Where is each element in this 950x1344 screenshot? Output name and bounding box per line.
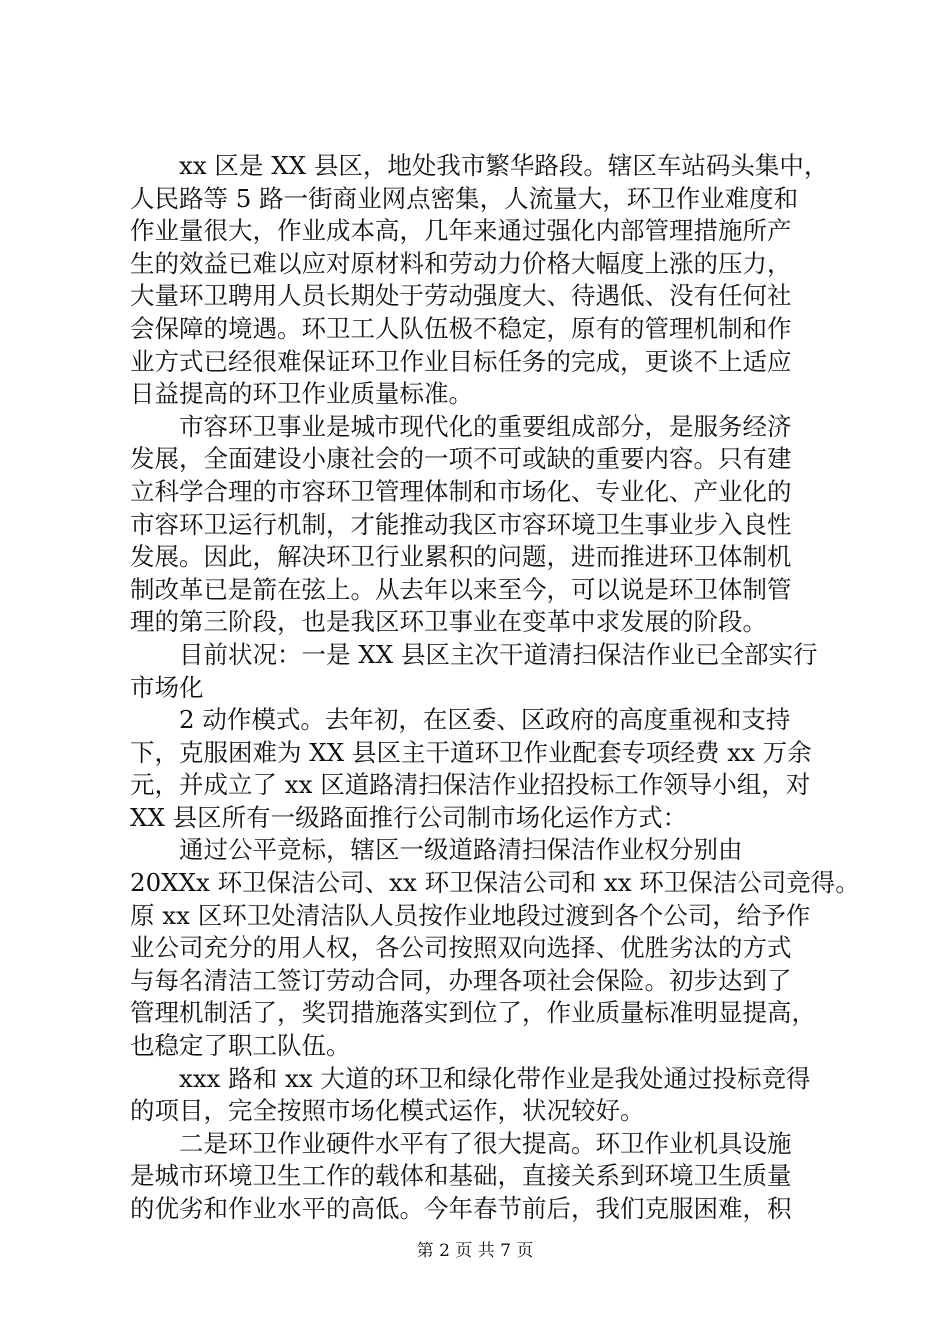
body-text-line: 目前状况：一是 XX 县区主次干道清扫保洁作业已全部实行 — [130, 639, 818, 669]
body-text-line: 业方式已经很难保证环卫作业目标任务的完成，更谈不上适应 — [130, 346, 792, 376]
body-text-line: 立科学合理的市容环卫管理体制和市场化、专业化、产业化的 — [130, 476, 792, 506]
body-text-line: 2 动作模式。去年初，在区委、区政府的高度重视和支持 — [130, 705, 791, 735]
body-text-line: 是城市环境卫生工作的载体和基础，直接关系到环境卫生质量 — [130, 1161, 792, 1191]
document-body — [130, 150, 860, 1226]
body-text-line: 生的效益已难以应对原材料和劳动力价格大幅度上涨的压力， — [130, 248, 792, 278]
body-text-line: 二是环卫作业硬件水平有了很大提高。环卫作业机具设施 — [130, 1128, 792, 1158]
body-text-line: 元，并成立了 xx 区道路清扫保洁作业招投标工作领导小组，对 — [130, 770, 811, 800]
body-text-line: 人民路等 5 路一街商业网点密集，人流量大，环卫作业难度和 — [130, 183, 799, 213]
body-text-line: 理的第三阶段，也是我区环卫事业在变革中求发展的阶段。 — [130, 607, 767, 637]
body-text-line: 市场化 — [130, 672, 204, 702]
body-text-line: 市容环卫事业是城市现代化的重要组成部分，是服务经济 — [130, 411, 792, 441]
body-text-line: 大量环卫聘用人员长期处于劳动强度大、待遇低、没有任何社 — [130, 281, 792, 311]
body-text-line: 管理机制活了，奖罚措施落实到位了，作业质量标准明显提高， — [130, 998, 816, 1028]
body-text-line: 制改革已是箭在弦上。从去年以来至今，可以说是环卫体制管 — [130, 574, 792, 604]
body-text-line: xxx 路和 xx 大道的环卫和绿化带作业是我处通过投标竞得 — [130, 1063, 811, 1093]
body-text-line: 会保障的境遇。环卫工人队伍极不稳定，原有的管理机制和作 — [130, 313, 792, 343]
body-text-line: xx 区是 XX 县区，地处我市繁华路段。辖区车站码头集中， — [130, 151, 829, 180]
body-text-line: 市容环卫运行机制，才能推动我区市容环境卫生事业步入良性 — [130, 509, 792, 539]
body-text-line: 作业量很大，作业成本高，几年来通过强化内部管理措施所产 — [130, 216, 792, 246]
body-text-line: 下，克服困难为 XX 县区主干道环卫作业配套专项经费 xx 万余 — [130, 737, 812, 767]
body-text-line: XX 县区所有一级路面推行公司制市场化运作方式： — [130, 802, 688, 832]
body-text-line: 原 xx 区环卫处清洁队人员按作业地段过渡到各个公司，给予作 — [130, 900, 811, 930]
body-text-line: 与每名清洁工签订劳动合同，办理各项社会保险。初步达到了 — [130, 965, 792, 995]
body-text-line: 通过公平竞标，辖区一级道路清扫保洁作业权分别由 — [130, 835, 743, 865]
body-text-line: 发展。因此，解决环卫行业累积的问题，进而推进环卫体制机 — [130, 542, 792, 572]
body-text-line: 发展，全面建设小康社会的一项不可或缺的重要内容。只有建 — [130, 444, 792, 474]
body-text-line: 20XXx 环卫保洁公司、xx 环卫保洁公司和 xx 环卫保洁公司竞得。 — [130, 868, 860, 898]
body-text-line: 业公司充分的用人权，各公司按照双向选择、优胜劣汰的方式 — [130, 933, 792, 963]
page-footer: 第 2 页 共 7 页 — [416, 1241, 534, 1261]
body-text-line: 的优劣和作业水平的高低。今年春节前后，我们克服困难，积 — [130, 1194, 792, 1223]
body-text-line: 也稳定了职工队伍。 — [130, 1031, 351, 1061]
body-text-line: 的项目，完全按照市场化模式运作，状况较好。 — [130, 1096, 645, 1126]
body-text-line: 日益提高的环卫作业质量标准。 — [130, 379, 473, 409]
